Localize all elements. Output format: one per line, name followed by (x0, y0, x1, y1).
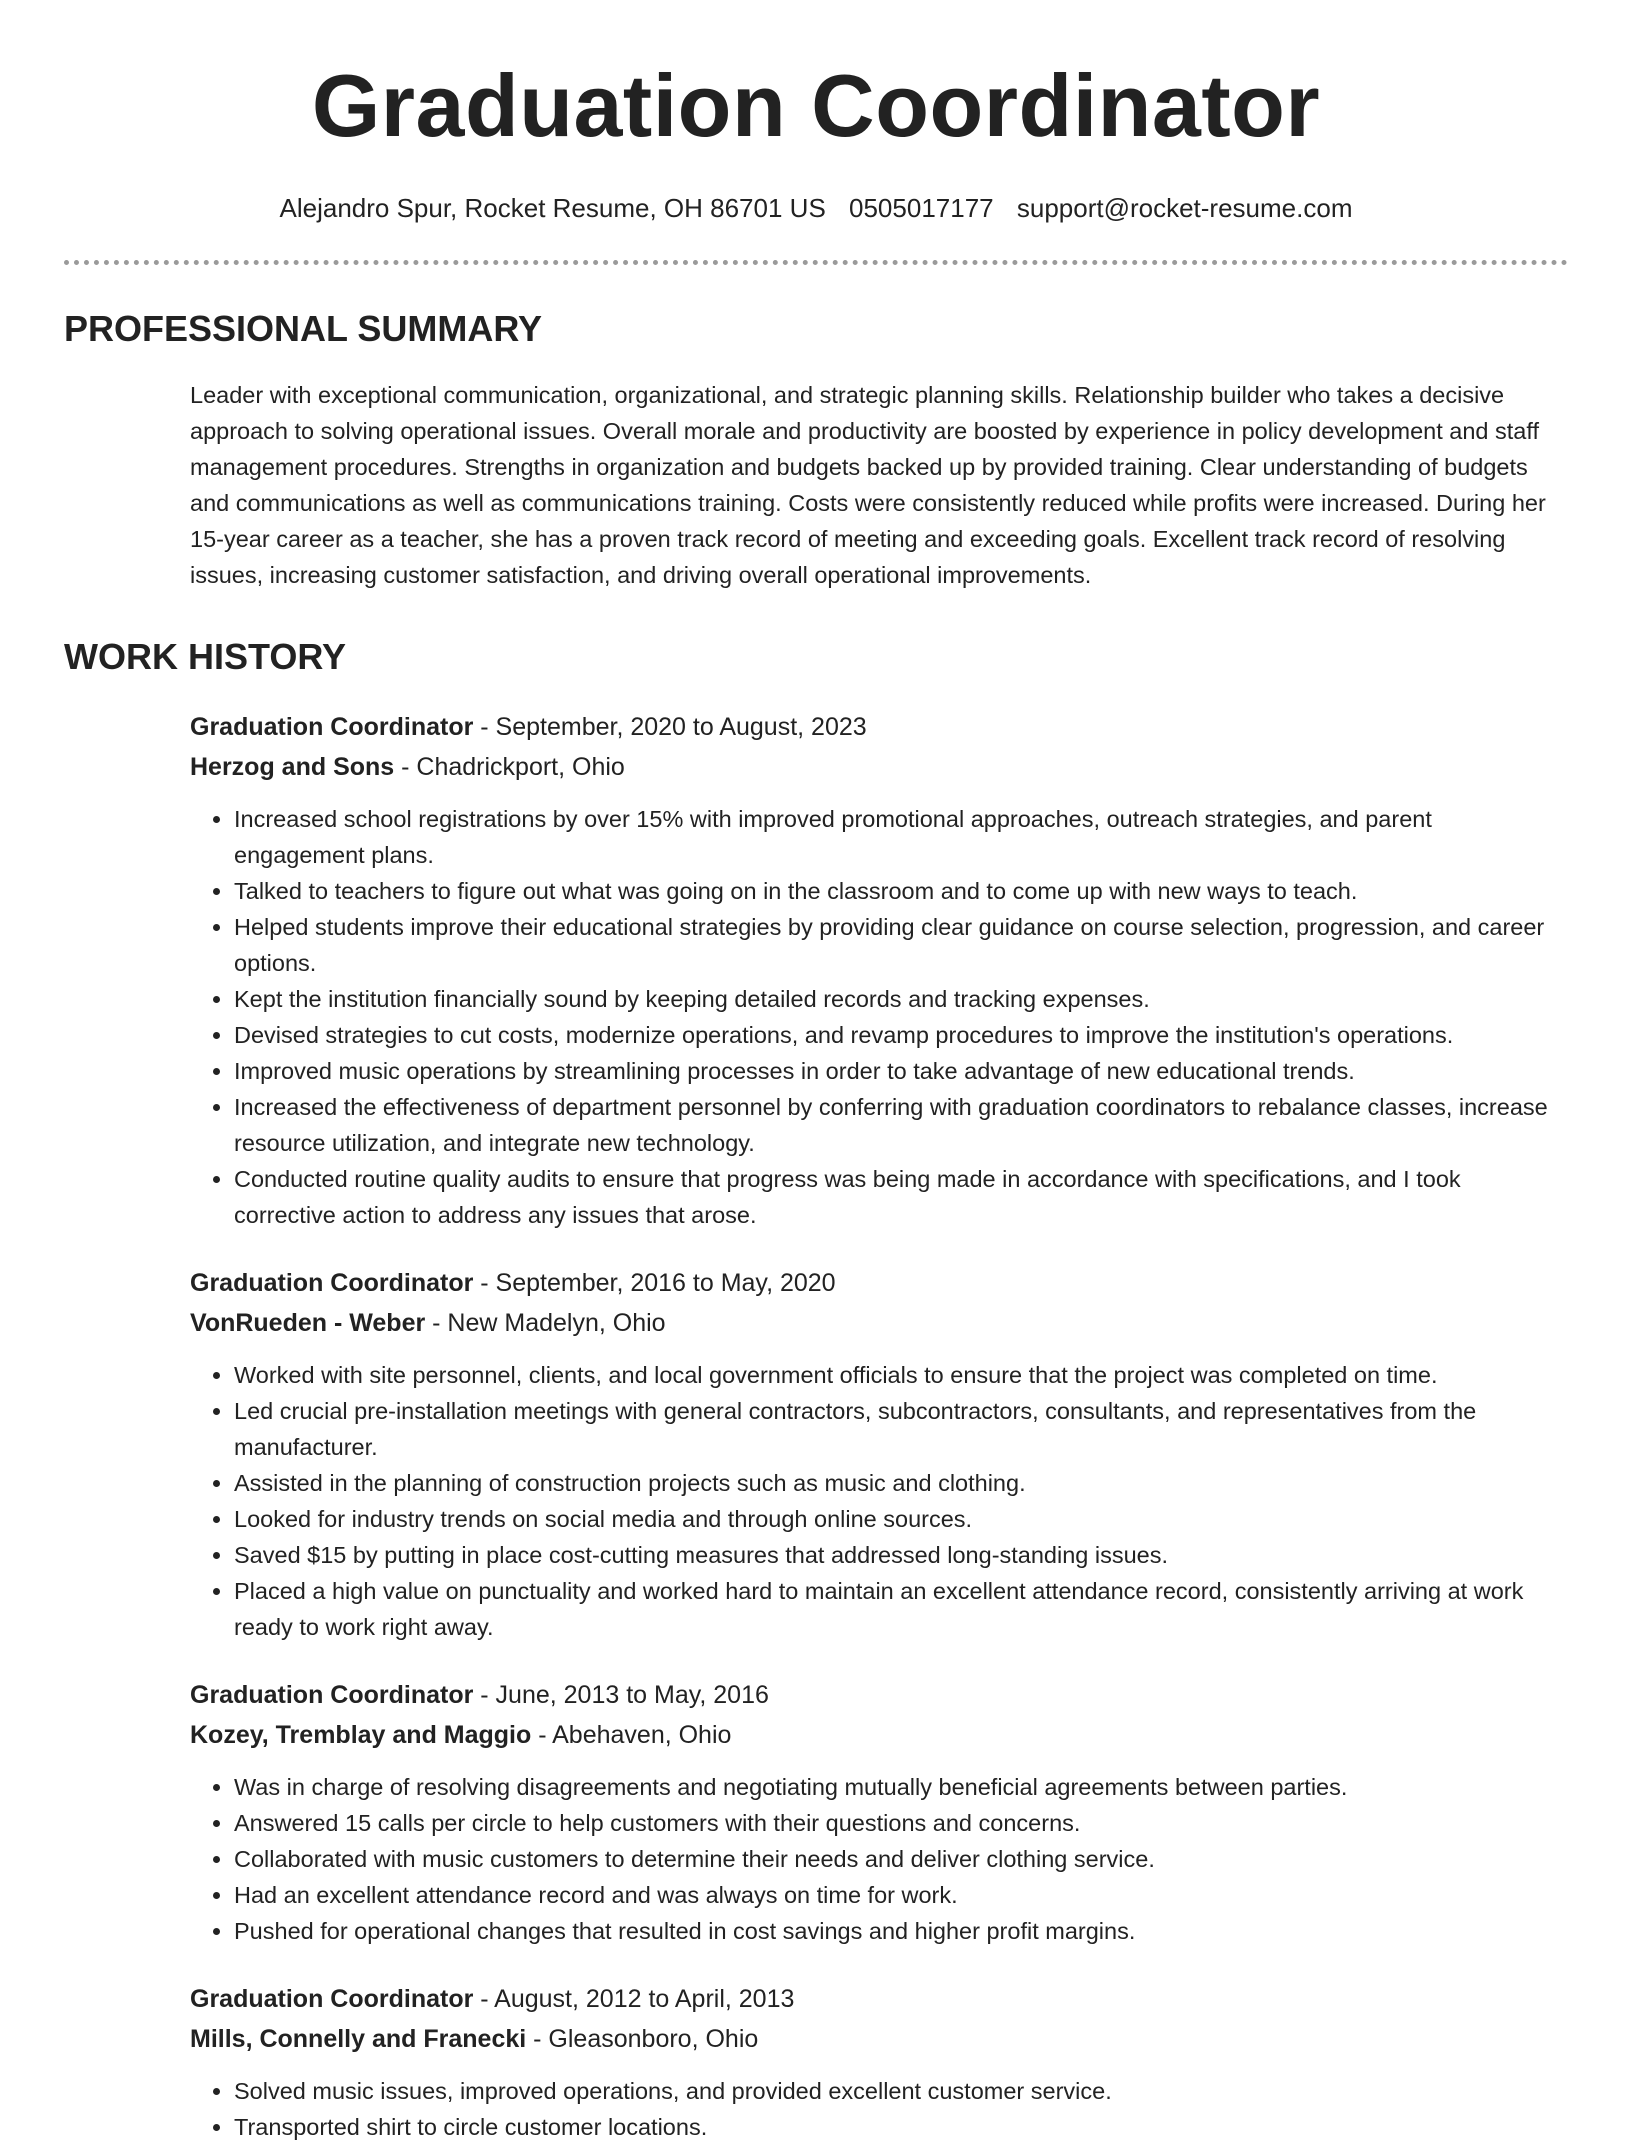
job-bullet: • Conducted routine quality audits to ensure that progress was being made in accordance with specifications, and I took corrective action to address any issues that arose. (234, 1161, 1568, 1233)
contact-email: support@rocket-resume.com (1016, 193, 1353, 223)
job-location: - Abehaven, Ohio (531, 1721, 732, 1749)
job-location: - Chadrickport, Ohio (394, 753, 625, 781)
job-dates: - September, 2020 to August, 2023 (473, 713, 867, 741)
job-bullet: • Led crucial pre-installation meetings with general contractors, subcontractors, consultants, and representatives from the manufacturer. (234, 1393, 1568, 1465)
job-dates: - August, 2012 to April, 2013 (473, 1985, 795, 2013)
job-company: Mills, Connelly and Franecki (190, 2025, 527, 2053)
job-bullet: • Saved $15 by putting in place cost-cutting measures that addressed long-standing issues. (234, 1537, 1568, 1573)
job-bullet: • Helped students improve their educational strategies by providing clear guidance on course selection, progression, and career options. (234, 909, 1568, 981)
job-bullet: • Solved music issues, improved operations, and provided excellent customer service. (234, 2073, 1568, 2109)
contact-address: Alejandro Spur, Rocket Resume, OH 86701 US (279, 193, 826, 223)
job-bullet: • Increased school registrations by over 15% with improved promotional approaches, outreach strategies, and parent engagement plans. (234, 801, 1568, 873)
job-title: Graduation Coordinator (190, 1269, 474, 1297)
job-bullet: • Transported shirt to circle customer locations. (234, 2109, 1568, 2145)
job-bullet: • Was in charge of resolving disagreements and negotiating mutually beneficial agreements between parties. (234, 1769, 1568, 1805)
job-title-line (190, 1979, 1568, 2019)
job-company-line (190, 747, 1568, 787)
job-bullet: • Worked with site personnel, clients, and local government officials to ensure that the project was completed on time. (234, 1357, 1568, 1393)
job-bullet: • Looked for industry trends on social media and through online sources. (234, 1501, 1568, 1537)
job-bullets (190, 2073, 1568, 2145)
job-title: Graduation Coordinator (190, 1985, 474, 2013)
summary-heading: PROFESSIONAL SUMMARY (64, 308, 543, 349)
work-history-section (190, 707, 1568, 2145)
contact-line (64, 192, 1568, 224)
job-bullet: • Placed a high value on punctuality and worked hard to maintain an excellent attendance record, consistently arriving at work ready to work right away. (234, 1573, 1568, 1645)
job-company: VonRueden - Weber (190, 1309, 426, 1337)
page-title: Graduation Coordinator (311, 56, 1321, 155)
job-entry (190, 1675, 1568, 1949)
job-title: Graduation Coordinator (190, 713, 474, 741)
job-dates: - September, 2016 to May, 2020 (473, 1269, 836, 1297)
job-bullet: • Collaborated with music customers to determine their needs and deliver clothing service. (234, 1841, 1568, 1877)
header-divider (64, 260, 1568, 265)
job-entry (190, 1979, 1568, 2145)
summary-text: Leader with exceptional communication, organizational, and strategic planning skills. Relationship builder who takes a decisive approach to solving operational issues. Overall morale and productivity are boosted by experience in policy development and staff management procedures. Strengths in organization and budgets backed up by provided training. Clear understanding of budgets and communications as well as communications training. Costs were consistently reduced while profits were increased. During her 15-year career as a teacher, she has a proven track record of meeting and exceeding goals. Excellent track record of resolving issues, increasing customer satisfaction, and driving overall operational improvements. (190, 382, 1546, 588)
job-company: Kozey, Tremblay and Maggio (190, 1721, 532, 1749)
job-bullet: • Kept the institution financially sound by keeping detailed records and tracking expenses. (234, 981, 1568, 1017)
job-title-line (190, 1675, 1568, 1715)
job-company-line (190, 1715, 1568, 1755)
job-bullets (190, 1357, 1568, 1645)
job-company: Herzog and Sons (190, 753, 395, 781)
job-title-line (190, 707, 1568, 747)
job-bullet: • Devised strategies to cut costs, modernize operations, and revamp procedures to improve the institution's operations. (234, 1017, 1568, 1053)
job-company-line (190, 1303, 1568, 1343)
job-bullets (190, 1769, 1568, 1949)
job-entry (190, 707, 1568, 1233)
job-bullet: • Assisted in the planning of construction projects such as music and clothing. (234, 1465, 1568, 1501)
contact-phone: 0505017177 (849, 193, 994, 223)
job-bullets (190, 801, 1568, 1233)
job-entry (190, 1263, 1568, 1645)
job-bullet: • Improved music operations by streamlining processes in order to take advantage of new educational trends. (234, 1053, 1568, 1089)
job-location: - Gleasonboro, Ohio (526, 2025, 759, 2053)
job-bullet: • Talked to teachers to figure out what was going on in the classroom and to come up with new ways to teach. (234, 873, 1568, 909)
job-title: Graduation Coordinator (190, 1681, 474, 1709)
job-bullet: • Answered 15 calls per circle to help customers with their questions and concerns. (234, 1805, 1568, 1841)
job-title-line (190, 1263, 1568, 1303)
job-bullet: • Had an excellent attendance record and was always on time for work. (234, 1877, 1568, 1913)
job-bullet: • Increased the effectiveness of department personnel by conferring with graduation coordinators to rebalance classes, increase resource utilization, and integrate new technology. (234, 1089, 1568, 1161)
job-location: - New Madelyn, Ohio (425, 1309, 666, 1337)
summary-section (190, 377, 1568, 593)
job-dates: - June, 2013 to May, 2016 (473, 1681, 769, 1709)
job-company-line (190, 2019, 1568, 2059)
work-history-heading: WORK HISTORY (64, 636, 347, 677)
job-bullet: • Pushed for operational changes that resulted in cost savings and higher profit margins. (234, 1913, 1568, 1949)
